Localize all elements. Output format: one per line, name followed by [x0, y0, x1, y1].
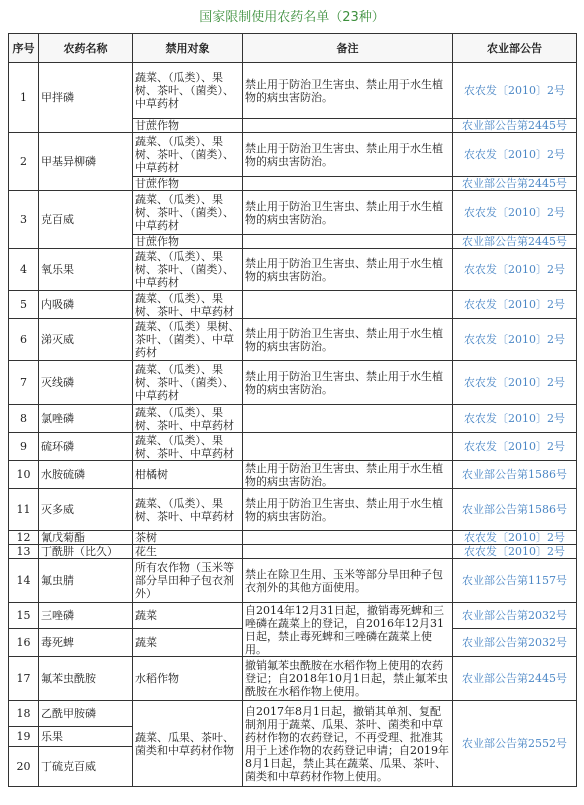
row-no: 13	[9, 545, 39, 559]
banned-crops: 蔬菜、（瓜类）、果树、茶叶、中草药材	[133, 291, 243, 319]
remark	[243, 119, 453, 133]
remark: 禁止用于防治卫生害虫、禁止用于水生植物的病虫害防治。	[243, 63, 453, 119]
restricted-pesticide-table	[8, 33, 577, 787]
remark: 自2017年8月1日起，撤销其单剂、复配制剂用于蔬菜、瓜果、茶叶、菌类和中草药材作物的农药登记，不再受理、批准其用于上述作物的农药登记申请；自2019年8月1日起，禁止其在蔬菜、瓜果、茶叶、菌类和中草药材作物上使用。	[243, 701, 453, 787]
notice-number: 农农发〔2010〕2号	[453, 319, 577, 361]
table-row	[9, 701, 577, 727]
notice-number: 农业部公告第1586号	[453, 461, 577, 489]
remark: 禁止用于防治卫生害虫、禁止用于水生植物的病虫害防治。	[243, 489, 453, 531]
banned-crops: 柑橘树	[133, 461, 243, 489]
pesticide-name: 氰戊菊酯	[39, 531, 133, 545]
pesticide-name: 水胺硫磷	[39, 461, 133, 489]
notice-number: 农农发〔2010〕2号	[453, 291, 577, 319]
banned-crops: 蔬菜、（瓜类）、果树、茶叶、（菌类）、中草药材	[133, 361, 243, 405]
pesticide-name: 灭线磷	[39, 361, 133, 405]
row-no: 16	[9, 629, 39, 657]
pesticide-name: 灭多威	[39, 489, 133, 531]
row-no: 9	[9, 433, 39, 461]
pesticide-name: 乙酰甲胺磷	[39, 701, 133, 727]
row-no: 7	[9, 361, 39, 405]
pesticide-name: 丁酰肼（比久）	[39, 545, 133, 559]
notice-number: 农业部公告第2445号	[453, 119, 577, 133]
table-row	[9, 461, 577, 489]
row-no: 4	[9, 249, 39, 291]
pesticide-name: 乐果	[39, 727, 133, 747]
col-header-crops: 禁用对象	[133, 34, 243, 63]
remark: 禁止用于防治卫生害虫、禁止用于水生植物的病虫害防治。	[243, 461, 453, 489]
banned-crops: 所有农作物（玉米等部分旱田种子包衣剂外）	[133, 559, 243, 603]
notice-number: 农农发〔2010〕2号	[453, 361, 577, 405]
remark: 禁止在除卫生用、玉米等部分旱田种子包衣剂外的其他方面使用。	[243, 559, 453, 603]
remark: 禁止用于防治卫生害虫、禁止用于水生植物的病虫害防治。	[243, 249, 453, 291]
row-no: 3	[9, 191, 39, 249]
banned-crops: 蔬菜、（瓜类）、果树、茶叶、（菌类）、中草药材	[133, 133, 243, 177]
table-row	[9, 405, 577, 433]
remark: 禁止用于防治卫生害虫、禁止用于水生植物的病虫害防治。	[243, 319, 453, 361]
pesticide-name: 涕灭威	[39, 319, 133, 361]
banned-crops: 水稻作物	[133, 657, 243, 701]
banned-crops: 蔬菜、（瓜类）、果树、茶叶、（菌类）、中草药材	[133, 191, 243, 235]
banned-crops: 甘蔗作物	[133, 119, 243, 133]
banned-crops: 蔬菜	[133, 603, 243, 629]
notice-number: 农业部公告第2445号	[453, 177, 577, 191]
banned-crops: 花生	[133, 545, 243, 559]
remark	[243, 545, 453, 559]
table-row	[9, 433, 577, 461]
remark	[243, 433, 453, 461]
table-row	[9, 657, 577, 701]
pesticide-name: 氯唑磷	[39, 405, 133, 433]
banned-crops: 蔬菜、（瓜类）、果树、茶叶、中草药材	[133, 433, 243, 461]
table-row	[9, 291, 577, 319]
notice-number: 农农发〔2010〕2号	[453, 433, 577, 461]
table-row	[9, 559, 577, 603]
pesticide-name: 甲基异柳磷	[39, 133, 133, 191]
banned-crops: 蔬菜、（瓜类）、果树、茶叶、中草药材	[133, 489, 243, 531]
pesticide-name: 内吸磷	[39, 291, 133, 319]
notice-number: 农农发〔2010〕2号	[453, 63, 577, 119]
notice-number: 农农发〔2010〕2号	[453, 405, 577, 433]
col-header-notice: 农业部公告	[453, 34, 577, 63]
row-no: 8	[9, 405, 39, 433]
col-header-note: 备注	[243, 34, 453, 63]
banned-crops: 蔬菜、（瓜类）果树、茶叶、（菌类）、中草药材	[133, 319, 243, 361]
remark: 禁止用于防治卫生害虫、禁止用于水生植物的病虫害防治。	[243, 361, 453, 405]
banned-crops: 蔬菜、（瓜类）、果树、茶叶、（菌类）、中草药材	[133, 249, 243, 291]
remark: 禁止用于防治卫生害虫、禁止用于水生植物的病虫害防治。	[243, 191, 453, 235]
notice-number: 农业部公告第2445号	[453, 235, 577, 249]
remark: 禁止用于防治卫生害虫、禁止用于水生植物的病虫害防治。	[243, 133, 453, 177]
notice-number: 农业部公告第1157号	[453, 559, 577, 603]
banned-crops: 蔬菜、瓜果、茶叶、菌类和中草药材作物	[133, 701, 243, 787]
table-row	[9, 489, 577, 531]
table-row	[9, 545, 577, 559]
pesticide-name: 硫环磷	[39, 433, 133, 461]
remark: 自2014年12月31日起，撤销毒死蜱和三唑磷在蔬菜上的登记，自2016年12月31日起，禁止毒死蜱和三唑磷在蔬菜上使用。	[243, 603, 453, 657]
row-no: 15	[9, 603, 39, 629]
table-row	[9, 191, 577, 235]
row-no: 6	[9, 319, 39, 361]
notice-number: 农业部公告第2032号	[453, 603, 577, 629]
banned-crops: 蔬菜	[133, 629, 243, 657]
banned-crops: 蔬菜、（瓜类）、果树、茶叶、（菌类）、中草药材	[133, 63, 243, 119]
remark	[243, 291, 453, 319]
row-no: 18	[9, 701, 39, 727]
banned-crops: 蔬菜、（瓜类）、果树、茶叶、中草药材	[133, 405, 243, 433]
notice-number: 农农发〔2010〕2号	[453, 545, 577, 559]
row-no: 14	[9, 559, 39, 603]
table-row	[9, 603, 577, 629]
pesticide-name: 氟苯虫酰胺	[39, 657, 133, 701]
row-no: 20	[9, 747, 39, 787]
notice-number: 农农发〔2010〕2号	[453, 531, 577, 545]
table-header-row	[9, 34, 577, 63]
table-row	[9, 133, 577, 177]
notice-number: 农业部公告第2445号	[453, 657, 577, 701]
banned-crops: 茶树	[133, 531, 243, 545]
row-no: 17	[9, 657, 39, 701]
remark	[243, 531, 453, 545]
row-no: 5	[9, 291, 39, 319]
row-no: 12	[9, 531, 39, 545]
row-no: 11	[9, 489, 39, 531]
table-row	[9, 361, 577, 405]
table-row	[9, 249, 577, 291]
pesticide-name: 三唑磷	[39, 603, 133, 629]
pesticide-name: 丁硫克百威	[39, 747, 133, 787]
notice-number: 农业部公告第1586号	[453, 489, 577, 531]
pesticide-name: 氧乐果	[39, 249, 133, 291]
table-row	[9, 319, 577, 361]
banned-crops: 甘蔗作物	[133, 177, 243, 191]
remark	[243, 235, 453, 249]
col-header-no: 序号	[9, 34, 39, 63]
row-no: 10	[9, 461, 39, 489]
pesticide-name: 甲拌磷	[39, 63, 133, 133]
col-header-name: 农药名称	[39, 34, 133, 63]
notice-number: 农农发〔2010〕2号	[453, 249, 577, 291]
row-no: 19	[9, 727, 39, 747]
banned-crops: 甘蔗作物	[133, 235, 243, 249]
page-title: 国家限制使用农药名单（23种）	[199, 10, 385, 25]
row-no: 1	[9, 63, 39, 133]
remark	[243, 177, 453, 191]
remark	[243, 405, 453, 433]
pesticide-name: 毒死蜱	[39, 629, 133, 657]
row-no: 2	[9, 133, 39, 191]
notice-number: 农业部公告第2032号	[453, 629, 577, 657]
notice-number: 农业部公告第2552号	[453, 701, 577, 787]
pesticide-name: 氟虫腈	[39, 559, 133, 603]
pesticide-name: 克百威	[39, 191, 133, 249]
notice-number: 农农发〔2010〕2号	[453, 133, 577, 177]
remark: 撤销氟苯虫酰胺在水稻作物上使用的农药登记；自2018年10月1日起，禁止氟苯虫酰胺在水稻作物上使用。	[243, 657, 453, 701]
table-row	[9, 63, 577, 119]
table-row	[9, 531, 577, 545]
notice-number: 农农发〔2010〕2号	[453, 191, 577, 235]
